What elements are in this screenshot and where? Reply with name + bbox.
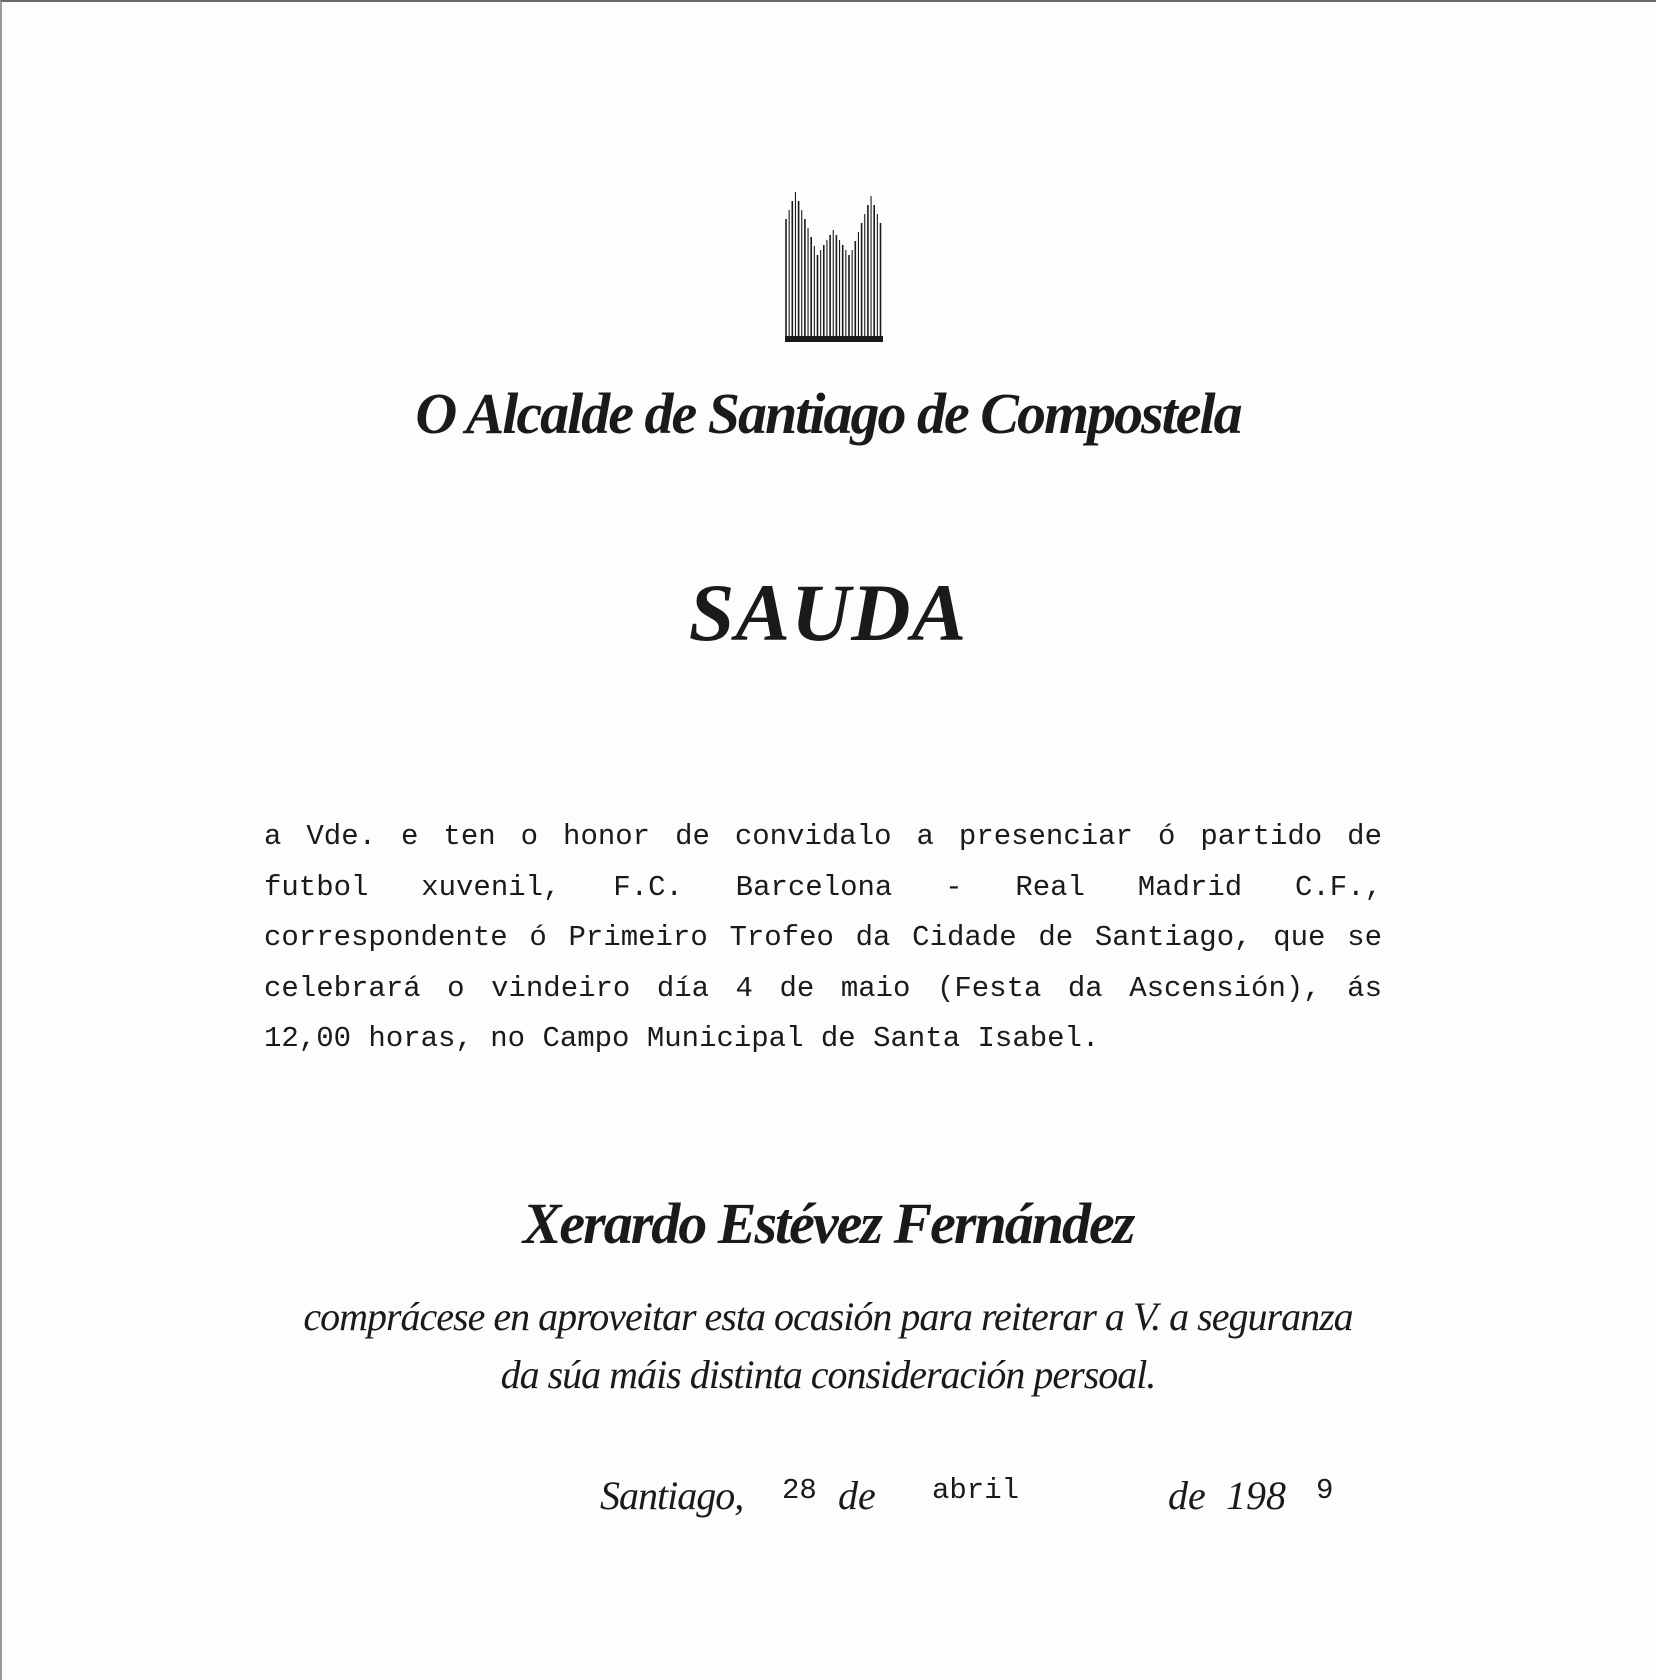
signer-name: Xerardo Estévez Fernández bbox=[522, 1191, 1134, 1256]
closing-line-1: comprácese en aproveitar esta ocasión para reiterar a V. a seguranza bbox=[303, 1294, 1353, 1339]
dateline-de-year: de bbox=[1168, 1473, 1206, 1518]
logo-base bbox=[785, 336, 883, 342]
dateline-year-digit: 9 bbox=[1316, 1474, 1334, 1507]
dateline bbox=[0, 1470, 1656, 1540]
closing-text bbox=[0, 1288, 1656, 1404]
invitation-body: a Vde. e ten o honor de convidalo a presenciar ó partido de futbol xuvenil, F.C. Barcelona - Real Madrid C.F., correspondente ó Primeiro Trofeo da Cidade de Santiago, que se celebrará o vindeiro día 4 de maio (Festa da Ascensión), ás 12,00 horas, no Campo Municipal de Santa Isabel. bbox=[264, 820, 1382, 1055]
page-title: O Alcalde de Santiago de Compostela bbox=[415, 381, 1241, 446]
dateline-decade: 198 bbox=[1226, 1473, 1286, 1518]
closing-line-2: da súa máis distinta consideración persoal. bbox=[500, 1352, 1156, 1397]
dateline-de: de bbox=[838, 1473, 876, 1518]
greeting-heading: SAUDA bbox=[688, 567, 968, 658]
dateline-place: Santiago, bbox=[600, 1473, 744, 1518]
dateline-month: abril bbox=[932, 1474, 1020, 1507]
cathedral-towers-icon bbox=[784, 186, 884, 342]
dateline-day: 28 bbox=[782, 1474, 817, 1507]
